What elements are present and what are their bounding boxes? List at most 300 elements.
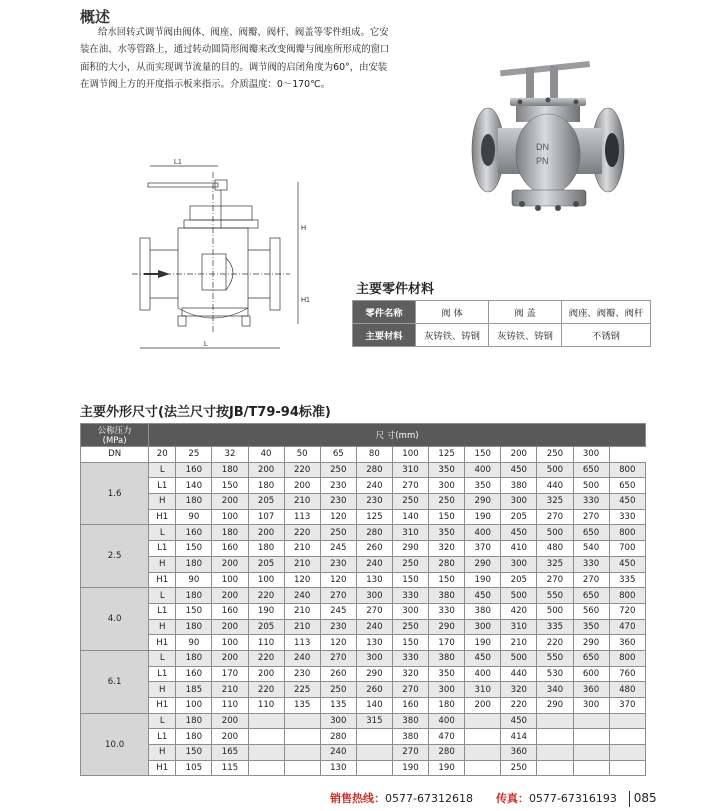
dimension-value-cell: 210 [284,603,320,619]
dimension-value-cell: 140 [392,509,428,525]
dimension-value-cell: 330 [573,494,609,510]
dimension-value-cell: 150 [392,572,428,588]
dimension-value-cell: 500 [537,462,573,478]
dimension-value-cell: 230 [320,619,356,635]
dimension-row [81,619,646,635]
dimension-value-cell [465,760,501,776]
dimension-value-cell: 250 [392,494,428,510]
dimension-value-cell: 420 [501,603,537,619]
dimension-value-cell: 220 [284,525,320,541]
dimension-row [81,760,646,776]
dimension-value-cell: 335 [609,572,645,588]
size-header: 尺 寸(mm) [149,424,646,447]
dimension-row [81,588,646,604]
dimension-value-cell: 200 [212,619,248,635]
dimension-row [81,729,646,745]
dimension-value-cell: 650 [609,478,645,494]
dimension-label-cell: L1 [149,478,176,494]
dimension-value-cell: 530 [537,666,573,682]
pressure-header-unit: (MPa) [102,436,127,446]
dimension-label-cell: H [149,682,176,698]
dimension-value-cell: 410 [501,541,537,557]
dn-row [81,447,646,463]
page-number: 085 [633,791,657,805]
dimension-value-cell: 280 [429,745,465,761]
dimension-value-cell [248,729,284,745]
dimension-value-cell: 760 [609,666,645,682]
dimension-value-cell: 260 [356,541,392,557]
dimension-value-cell: 90 [176,635,212,651]
dimension-value-cell: 200 [212,556,248,572]
dimension-value-cell: 500 [537,525,573,541]
dimension-value-cell: 450 [465,588,501,604]
dimension-value-cell: 220 [248,588,284,604]
dn-cell: 50 [284,447,320,463]
dimension-value-cell: 120 [284,572,320,588]
dimension-value-cell: 280 [320,729,356,745]
dimension-value-cell: 650 [573,650,609,666]
dimension-value-cell: 130 [356,572,392,588]
dimension-label-cell: H [149,745,176,761]
dimension-value-cell: 200 [284,478,320,494]
dimension-value-cell: 205 [248,494,284,510]
dimension-value-cell [465,745,501,761]
dimension-value-cell: 250 [320,462,356,478]
dimension-value-cell [356,760,392,776]
pressure-header-line: 公称压力 [97,426,132,436]
sales-hotline-number: 0577-67312618 [385,792,473,805]
dimension-value-cell: 300 [573,698,609,714]
dimension-label-cell: L1 [149,541,176,557]
dimension-value-cell: 130 [320,760,356,776]
dimension-value-cell: 470 [609,619,645,635]
dimension-value-cell: 200 [212,713,248,729]
dimension-label-cell: L1 [149,729,176,745]
dimension-value-cell: 330 [609,509,645,525]
dimension-value-cell: 230 [356,494,392,510]
dimension-value-cell: 100 [212,572,248,588]
dimension-value-cell: 380 [465,603,501,619]
dimension-value-cell: 480 [609,682,645,698]
pressure-cell: 2.5 [81,525,149,588]
dimension-value-cell: 450 [501,525,537,541]
dimension-row [81,525,646,541]
dimension-value-cell: 800 [609,588,645,604]
dimension-value-cell: 720 [609,603,645,619]
dimension-value-cell: 150 [176,541,212,557]
dimension-value-cell: 160 [212,603,248,619]
dimension-value-cell: 225 [284,682,320,698]
dimension-value-cell: 240 [356,556,392,572]
dimension-value-cell: 220 [248,650,284,666]
dimension-value-cell: 330 [429,603,465,619]
dimension-label-cell: L [149,713,176,729]
dimension-value-cell: 280 [429,556,465,572]
dimension-value-cell: 380 [501,478,537,494]
dimension-value-cell: 650 [573,588,609,604]
dimension-value-cell: 260 [356,682,392,698]
dimension-row [81,556,646,572]
dimension-value-cell: 330 [573,556,609,572]
dimension-value-cell: 200 [248,525,284,541]
dimension-value-cell: 180 [248,478,284,494]
dimension-value-cell: 450 [501,713,537,729]
dimension-label-cell: L [149,588,176,604]
dimension-value-cell: 220 [501,698,537,714]
dimension-value-cell: 210 [284,556,320,572]
dimension-value-cell: 100 [212,635,248,651]
dimension-value-cell: 560 [573,603,609,619]
dimension-value-cell: 270 [573,509,609,525]
dimension-value-cell: 180 [176,729,212,745]
dimension-value-cell: 205 [501,572,537,588]
materials-cell: 主要材料 [353,324,416,347]
dimension-value-cell: 300 [465,619,501,635]
dimension-value-cell: 290 [429,619,465,635]
dimension-value-cell: 120 [320,509,356,525]
pressure-cell: 6.1 [81,650,149,713]
overview-text: 给水回转式调节阀由阀体、阀座、阀瓣、阀杆、阀盖等零件组成。它安装在油、水等管路上，通过转动圆筒形阀瓣来改变阀瓣与阀座所形成的窗口面积的大小，从而实现调节流量的目的。调节阀的启闭角度为60°，由安装在调节阀上方的开度指示板来指示。介质温度：0～170℃。 [80,27,390,90]
materials-row [353,324,651,347]
dimension-value-cell: 280 [356,525,392,541]
dimension-value-cell: 480 [537,541,573,557]
dn-cell: 65 [320,447,356,463]
dimension-value-cell: 380 [429,650,465,666]
dimension-value-cell [465,729,501,745]
dimension-value-cell: 240 [356,478,392,494]
dimension-value-cell: 450 [465,650,501,666]
dimension-label-cell: H1 [149,698,176,714]
dimension-value-cell: 245 [320,603,356,619]
dimension-value-cell: 600 [573,666,609,682]
dimension-value-cell: 315 [356,713,392,729]
svg-text:PN: PN [536,156,549,166]
dimension-value-cell: 110 [248,698,284,714]
dimension-label-cell: L [149,462,176,478]
dimension-label-cell: H1 [149,572,176,588]
dimension-value-cell [537,745,573,761]
pressure-cell: 10.0 [81,713,149,776]
dimension-value-cell: 300 [392,603,428,619]
pressure-cell: 4.0 [81,588,149,651]
footer-divider [629,791,630,807]
materials-cell: 不锈钢 [562,324,651,347]
dimension-value-cell [537,713,573,729]
dimension-value-cell: 210 [212,682,248,698]
dn-label: DN [81,447,149,463]
fax-label: 传真： [495,792,529,805]
dimension-value-cell: 340 [537,682,573,698]
pressure-header [81,424,149,447]
dimension-value-cell: 190 [248,603,284,619]
dimension-value-cell: 300 [356,650,392,666]
dimension-value-cell [573,745,609,761]
dimension-value-cell: 180 [176,494,212,510]
dimension-value-cell: 250 [320,682,356,698]
dn-cell: 250 [537,447,573,463]
dimensions-table [80,423,646,776]
overview-paragraph [80,24,392,93]
dimension-value-cell [248,745,284,761]
dimension-value-cell: 300 [501,556,537,572]
materials-table [352,300,651,347]
dimension-row [81,462,646,478]
dimension-value-cell: 290 [392,541,428,557]
dimension-value-cell: 205 [501,509,537,525]
dn-cell: 200 [501,447,537,463]
dimension-value-cell [609,760,645,776]
dimension-label-cell: H [149,556,176,572]
dimension-value-cell: 500 [573,478,609,494]
materials-header-cell: 阀 盖 [489,301,562,324]
dimension-value-cell: 290 [356,666,392,682]
dimension-value-cell [609,745,645,761]
dimension-value-cell: 190 [465,635,501,651]
dn-cell: 100 [392,447,428,463]
pressure-cell: 1.6 [81,462,149,525]
dimension-value-cell: 800 [609,462,645,478]
dimension-label-cell: H1 [149,635,176,651]
dimension-value-cell: 210 [284,541,320,557]
dimension-value-cell: 270 [392,745,428,761]
dimension-value-cell: 380 [392,713,428,729]
dimension-value-cell: 210 [284,494,320,510]
dimension-value-cell: 135 [320,698,356,714]
dimension-value-cell: 150 [176,603,212,619]
dimension-value-cell [609,713,645,729]
materials-title: 主要零件材料 [356,282,435,297]
dimension-value-cell: 250 [392,619,428,635]
dimension-value-cell: 180 [176,556,212,572]
dimension-value-cell: 320 [501,682,537,698]
dimension-value-cell [609,729,645,745]
dimension-value-cell [573,760,609,776]
dn-cell: 300 [573,447,609,463]
dimension-value-cell: 160 [392,698,428,714]
dimension-value-cell: 540 [573,541,609,557]
dimension-value-cell: 105 [176,760,212,776]
dimension-value-cell: 250 [501,760,537,776]
dimension-value-cell: 330 [392,650,428,666]
dim-label-l: L [204,341,208,348]
dimension-value-cell: 330 [392,588,428,604]
dimension-value-cell: 440 [501,666,537,682]
dn-cell: 40 [248,447,284,463]
dimension-value-cell: 350 [465,478,501,494]
dimension-value-cell: 550 [537,650,573,666]
dimension-value-cell: 270 [537,509,573,525]
dimension-value-cell: 350 [429,462,465,478]
dimension-value-cell: 205 [248,619,284,635]
dimension-value-cell: 300 [320,713,356,729]
dimensions-title: 主要外形尺寸(法兰尺寸按JB/T79-94标准) [80,405,331,420]
dimension-value-cell: 500 [537,603,573,619]
dimension-value-cell: 150 [429,509,465,525]
dimension-value-cell: 230 [320,556,356,572]
dim-label-h: H [301,225,307,232]
dimension-label-cell: H1 [149,760,176,776]
dimension-row [81,494,646,510]
dn-cell: 25 [176,447,212,463]
dimension-value-cell: 800 [609,650,645,666]
dn-cell: 150 [465,447,501,463]
dimension-label-cell: L [149,650,176,666]
dimension-value-cell: 320 [429,541,465,557]
dimension-value-cell: 210 [501,635,537,651]
dimension-value-cell [356,729,392,745]
dimension-value-cell: 400 [465,666,501,682]
dimension-value-cell: 240 [356,619,392,635]
dimension-value-cell [284,745,320,761]
dimension-value-cell [537,760,573,776]
dimension-value-cell: 270 [356,603,392,619]
dimension-label-cell: L [149,525,176,541]
dimension-value-cell: 380 [429,588,465,604]
dimension-value-cell: 290 [465,556,501,572]
dimension-value-cell: 800 [609,525,645,541]
dimension-value-cell: 113 [284,509,320,525]
dimension-value-cell: 180 [176,619,212,635]
dn-cell: 125 [429,447,465,463]
sales-hotline-label: 销售热线： [330,792,385,805]
dimension-value-cell: 160 [212,541,248,557]
dimension-row [81,509,646,525]
dimension-value-cell: 270 [392,478,428,494]
dimension-value-cell: 240 [284,588,320,604]
dimension-value-cell: 180 [176,588,212,604]
dimension-value-cell: 360 [573,682,609,698]
dimensions-header-row [81,424,646,447]
dimension-row [81,635,646,651]
dimension-row [81,572,646,588]
dimension-label-cell: H [149,619,176,635]
dimension-value-cell: 290 [573,635,609,651]
dimension-value-cell: 120 [320,635,356,651]
dim-label-l1: L1 [174,159,182,166]
dimension-value-cell: 140 [356,698,392,714]
dimension-value-cell: 310 [501,619,537,635]
dimension-label-cell: L1 [149,603,176,619]
dimension-value-cell: 130 [356,635,392,651]
dimension-value-cell: 115 [212,760,248,776]
materials-header-cell: 零件名称 [353,301,416,324]
dimension-value-cell: 180 [176,713,212,729]
dimension-value-cell: 180 [176,650,212,666]
dimension-value-cell: 220 [537,635,573,651]
dimension-value-cell: 250 [429,494,465,510]
dimension-value-cell: 185 [176,682,212,698]
dimension-label-cell: L1 [149,666,176,682]
footer-contact [330,790,657,807]
dimension-value-cell: 125 [356,509,392,525]
dimension-value-cell: 150 [392,635,428,651]
dimension-row [81,682,646,698]
dimension-value-cell: 230 [284,666,320,682]
dimension-value-cell: 400 [465,525,501,541]
dimension-value-cell [573,713,609,729]
dimension-value-cell [248,760,284,776]
dimension-value-cell: 290 [465,494,501,510]
dimension-value-cell: 170 [212,666,248,682]
dimension-value-cell [248,713,284,729]
dimension-value-cell: 220 [248,682,284,698]
dimension-value-cell: 325 [537,494,573,510]
dimension-value-cell: 300 [501,494,537,510]
dimension-value-cell: 150 [212,478,248,494]
dimension-value-cell: 90 [176,572,212,588]
dimension-value-cell: 190 [392,760,428,776]
dimension-row [81,713,646,729]
dimension-value-cell: 120 [320,572,356,588]
dimension-value-cell: 270 [392,682,428,698]
dimension-value-cell: 240 [284,650,320,666]
dimension-value-cell: 240 [320,745,356,761]
dimension-value-cell: 160 [176,462,212,478]
dimension-value-cell: 245 [320,541,356,557]
dimension-value-cell: 110 [212,698,248,714]
dimension-value-cell: 300 [356,588,392,604]
dimension-value-cell: 290 [537,698,573,714]
svg-text:DN: DN [536,142,549,152]
dimension-value-cell: 160 [176,525,212,541]
dimension-row [81,745,646,761]
fax-number: 0577-67316193 [528,792,617,805]
materials-cell: 灰铸铁、铸钢 [489,324,562,347]
materials-cell: 灰铸铁、铸钢 [416,324,489,347]
dimension-value-cell: 110 [248,635,284,651]
dimension-value-cell: 170 [429,635,465,651]
dimension-value-cell: 107 [248,509,284,525]
dimension-value-cell: 270 [320,588,356,604]
dimension-value-cell: 270 [320,650,356,666]
dimension-value-cell: 180 [429,698,465,714]
dimension-value-cell: 400 [429,713,465,729]
dimension-value-cell: 370 [465,541,501,557]
dimension-value-cell: 325 [537,556,573,572]
dimension-value-cell: 180 [212,525,248,541]
dimension-value-cell: 200 [248,666,284,682]
dimension-row [81,650,646,666]
dimension-value-cell: 260 [320,666,356,682]
dimension-value-cell: 310 [465,682,501,698]
dimension-value-cell [537,729,573,745]
dim-label-h1: H1 [301,297,310,304]
dimension-value-cell: 100 [212,509,248,525]
dimension-value-cell: 450 [609,556,645,572]
dimension-value-cell: 500 [501,650,537,666]
dimension-value-cell: 335 [537,619,573,635]
dimension-value-cell: 350 [573,619,609,635]
dimension-value-cell: 113 [284,635,320,651]
dimension-row [81,666,646,682]
dimension-value-cell: 380 [392,729,428,745]
dimension-value-cell: 210 [284,619,320,635]
dimension-value-cell: 150 [429,572,465,588]
dimension-value-cell [573,729,609,745]
dimension-value-cell: 165 [212,745,248,761]
dimension-value-cell: 300 [429,682,465,698]
dimension-value-cell: 440 [537,478,573,494]
dimension-value-cell [465,713,501,729]
materials-header-cell: 阀座、阀瓣、阀杆 [562,301,651,324]
dimension-value-cell: 270 [537,572,573,588]
dimension-value-cell: 90 [176,509,212,525]
dimension-value-cell [284,713,320,729]
dimension-value-cell [284,729,320,745]
dimension-value-cell: 310 [392,525,428,541]
dimension-value-cell: 135 [284,698,320,714]
dimension-label-cell: H1 [149,509,176,525]
